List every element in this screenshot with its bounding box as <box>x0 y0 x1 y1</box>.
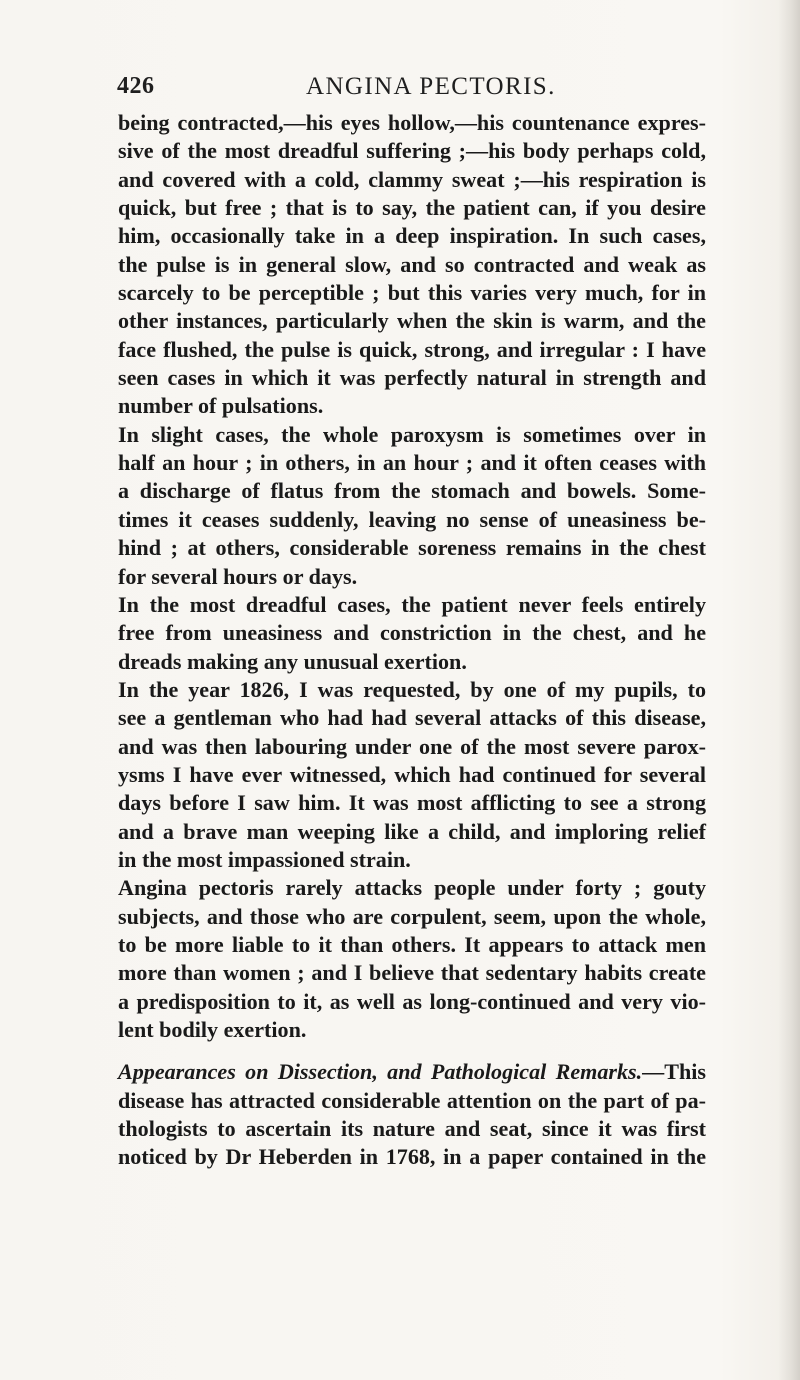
text-line: In slight cases, the whole paroxysm is sometimes over in <box>118 421 706 447</box>
text-line: ysms I have ever witnessed, which had continued for several <box>118 761 706 787</box>
text-line: thologists to ascertain its nature and seat, since it was first <box>118 1116 706 1142</box>
text-line: more than women ; and I believe that sedentary habits create <box>118 960 706 986</box>
text-line: and covered with a cold, clammy sweat ;—his respiration is <box>118 166 706 192</box>
text-line: and was then labouring under one of the most severe parox- <box>118 733 706 759</box>
text-line: Angina pectoris rarely attacks people under forty ; gouty <box>118 875 706 901</box>
text-line: dreads making any unusual exertion. <box>118 648 467 674</box>
text-line: seen cases in which it was perfectly natural in strength and <box>118 365 706 391</box>
text-line: a discharge of flatus from the stomach and bowels. Some- <box>118 478 706 504</box>
running-head: ANGINA PECTORIS. <box>306 73 556 100</box>
page-number: 426 <box>117 73 155 99</box>
text-line: days before I saw him. It was most afflicting to see a strong <box>118 790 706 816</box>
text-line: disease has attracted considerable attention on the part of pa- <box>118 1087 706 1113</box>
section-heading: Appearances on Dissection, and Pathological Remarks. <box>118 1059 643 1085</box>
text-line: times it ceases suddenly, leaving no sense of uneasiness be- <box>118 506 706 532</box>
paragraph-3 <box>118 591 706 676</box>
section-first-line <box>118 1058 706 1086</box>
text-line: In the year 1826, I was requested, by one of my pupils, to <box>118 676 706 702</box>
text-line: the pulse is in general slow, and so contracted and weak as <box>118 251 706 277</box>
text-line: other instances, particularly when the skin is warm, and the <box>118 308 706 334</box>
paragraph-2 <box>118 421 706 591</box>
paragraph-1 <box>118 109 706 421</box>
section-heading-continuation: —This <box>642 1059 706 1085</box>
text-line: subjects, and those who are corpulent, seem, upon the whole, <box>118 903 706 929</box>
text-line: lent bodily exertion. <box>118 1017 307 1042</box>
paragraph-4 <box>118 676 706 874</box>
text-line: sive of the most dreadful suffering ;—his body perhaps cold, <box>118 138 706 164</box>
text-line: In the most dreadful cases, the patient never feels entirely <box>118 591 706 617</box>
text-line: free from uneasiness and constriction in the chest, and he <box>118 620 706 646</box>
paragraph-5 <box>118 874 706 1044</box>
section-spacer <box>118 1044 706 1058</box>
text-line: number of pulsations. <box>118 393 324 419</box>
text-line: scarcely to be perceptible ; but this varies very much, for in <box>118 280 706 306</box>
text-line: quick, but free ; that is to say, the patient can, if you desire <box>118 195 706 221</box>
text-line: him, occasionally take in a deep inspiration. In such cases, <box>118 223 706 249</box>
page-header <box>117 73 697 113</box>
text-line: being contracted,—his eyes hollow,—his countenance expres- <box>118 110 706 135</box>
page-edge-shadow <box>778 0 800 1380</box>
text-line: see a gentleman who had had several attacks of this disease, <box>118 705 706 731</box>
text-line: for several hours or days. <box>118 563 358 589</box>
text-line: half an hour ; in others, in an hour ; and it often ceases with <box>118 450 706 476</box>
text-line: to be more liable to it than others. It appears to attack men <box>118 931 706 957</box>
text-line: a predisposition to it, as well as long-continued and very vio- <box>118 988 706 1014</box>
section-paragraph <box>118 1058 706 1171</box>
text-line: and a brave man weeping like a child, and imploring relief <box>118 818 706 844</box>
text-line: hind ; at others, considerable soreness remains in the chest <box>118 535 706 561</box>
text-line: in the most impassioned strain. <box>118 846 411 872</box>
text-line: noticed by Dr Heberden in 1768, in a paper contained in the <box>118 1144 706 1170</box>
body-text <box>118 109 706 1172</box>
text-line: face flushed, the pulse is quick, strong, and irregular : I have <box>118 336 706 362</box>
